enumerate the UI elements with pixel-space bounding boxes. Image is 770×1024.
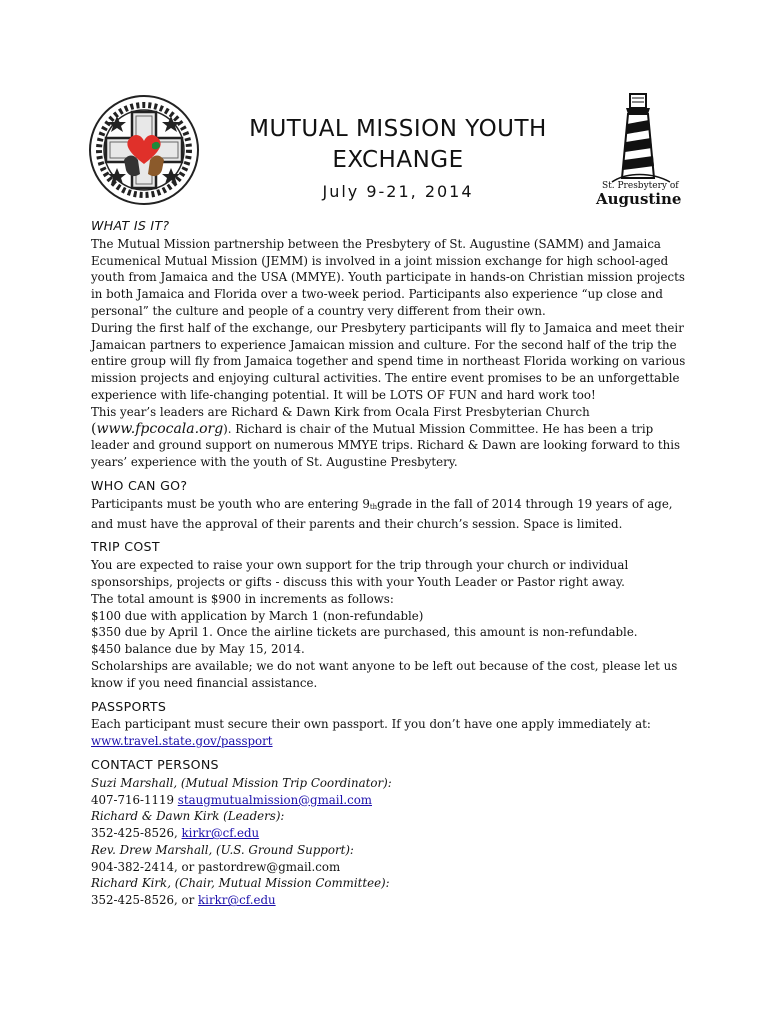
leaders-details: ). Richard is chair of the Mutual Mission Committee. He has been a trip leader and ground support on numerous MMYE trips. Richard & Dawn are looking forward to this years’ experience with the youth of St. Augustine Presbytery. [91, 421, 681, 470]
contact-4-email-link[interactable]: kirkr@cf.edu [198, 893, 276, 908]
logo-text-top: St. Presbytery of [602, 181, 679, 191]
logo-text-bottom: Augustine [596, 190, 682, 208]
who-superscript: th [369, 502, 378, 511]
contact-3-info: 904-382-2414, or pastordrew@gmail.com [91, 859, 341, 874]
what-paragraph-3 [91, 404, 691, 471]
contact-1-info [91, 792, 691, 809]
passport-link[interactable]: www.travel.state.gov/passport [91, 734, 273, 749]
contact-1-phone: 407-716-1119 [91, 792, 178, 807]
title-block [228, 114, 568, 201]
presbytery-lighthouse-logo [592, 86, 686, 216]
page-title-line-1: MUTUAL MISSION YOUTH [249, 116, 547, 142]
cost-installment-1: $100 due with application by March 1 (non-refundable) [91, 608, 424, 623]
page-title-line-2: EXCHANGE [332, 147, 464, 173]
contact-2-name: Richard & Dawn Kirk (Leaders): [91, 809, 285, 824]
document-body [91, 218, 691, 909]
contact-4-phone: 352-425-8526, or [91, 893, 199, 908]
paren-open: ( [91, 420, 97, 437]
event-date: July 9-21, 2014 [322, 182, 474, 201]
passports-paragraph: Each participant must secure their own passport. If you don’t have one apply immediately at: [91, 717, 651, 732]
who-text-a: Participants must be youth who are entering 9 [91, 496, 370, 511]
contact-4-info [91, 892, 691, 909]
church-website: www.fpcocala.org [96, 420, 224, 437]
contact-2-info [91, 825, 691, 842]
cost-scholarships: Scholarships are available; we do not want anyone to be left out because of the cost, please let us know if you need financial assistance. [91, 658, 678, 690]
contact-1-email-link[interactable]: staugmutualmission@gmail.com [177, 792, 372, 807]
contact-2-phone: 352-425-8526, [91, 826, 182, 841]
section-heading-contacts: CONTACT PERSONS [91, 756, 219, 772]
section-heading-passports: PASSPORTS [91, 698, 167, 714]
cost-paragraph: You are expected to raise your own support for the trip through your church or individual sponsorships, projects or gifts - discuss this with your Youth Leader or Pastor right away. [91, 558, 629, 589]
contact-3-name: Rev. Drew Marshall, (U.S. Ground Support): [91, 842, 354, 857]
cost-total: The total amount is $900 in increments as follows: [91, 591, 394, 606]
section-heading-what: WHAT IS IT? [91, 218, 170, 233]
what-paragraph-2: During the first half of the exchange, our Presbytery participants will fly to Jamaica and meet their Jamaican partners to experience Jamaican mission and culture. For the second half of the trip the entire group will fly from Jamaica together and spend time in northeast Florida working on various mission projects and enjoying cultural activities. The entire event promises to be an unforgettable experience with life-changing potential. It will be LOTS OF FUN and hard work too! [91, 320, 686, 402]
section-heading-cost: TRIP COST [91, 539, 160, 555]
leaders-intro: This year’s leaders are Richard & Dawn Kirk from Ocala First Presbyterian Church [91, 404, 590, 419]
contact-4-name: Richard Kirk, (Chair, Mutual Mission Committee): [91, 876, 390, 891]
what-paragraph-1: The Mutual Mission partnership between the Presbytery of St. Augustine (SAMM) and Jamaica Ecumenical Mutual Mission (JEMM) is involved in a joint mission exchange for high school-aged youth from Jamaica and the USA (MMYE). Youth participate in hands-on Christian mission projects in both Jamaica and Florida over a two-week period. Participants also experience “up close and personal” the culture and people of a country very different from their own. [91, 236, 685, 318]
cost-installment-2: $350 due by April 1. Once the airline tickets are purchased, this amount is non-refundable. [91, 625, 638, 640]
contact-2-email-link[interactable]: kirkr@cf.edu [181, 826, 260, 841]
section-heading-who: WHO CAN GO? [91, 477, 188, 493]
who-text-b: grade in the fall of 2014 through 19 years of age, and must have the approval of their parents and their church’s session. Space is limited. [91, 496, 673, 531]
cost-installment-3: $450 balance due by May 15, 2014. [91, 642, 305, 657]
mutual-mission-logo [88, 94, 200, 206]
contact-1-name: Suzi Marshall, (Mutual Mission Trip Coordinator): [91, 775, 392, 790]
who-paragraph [91, 496, 691, 533]
